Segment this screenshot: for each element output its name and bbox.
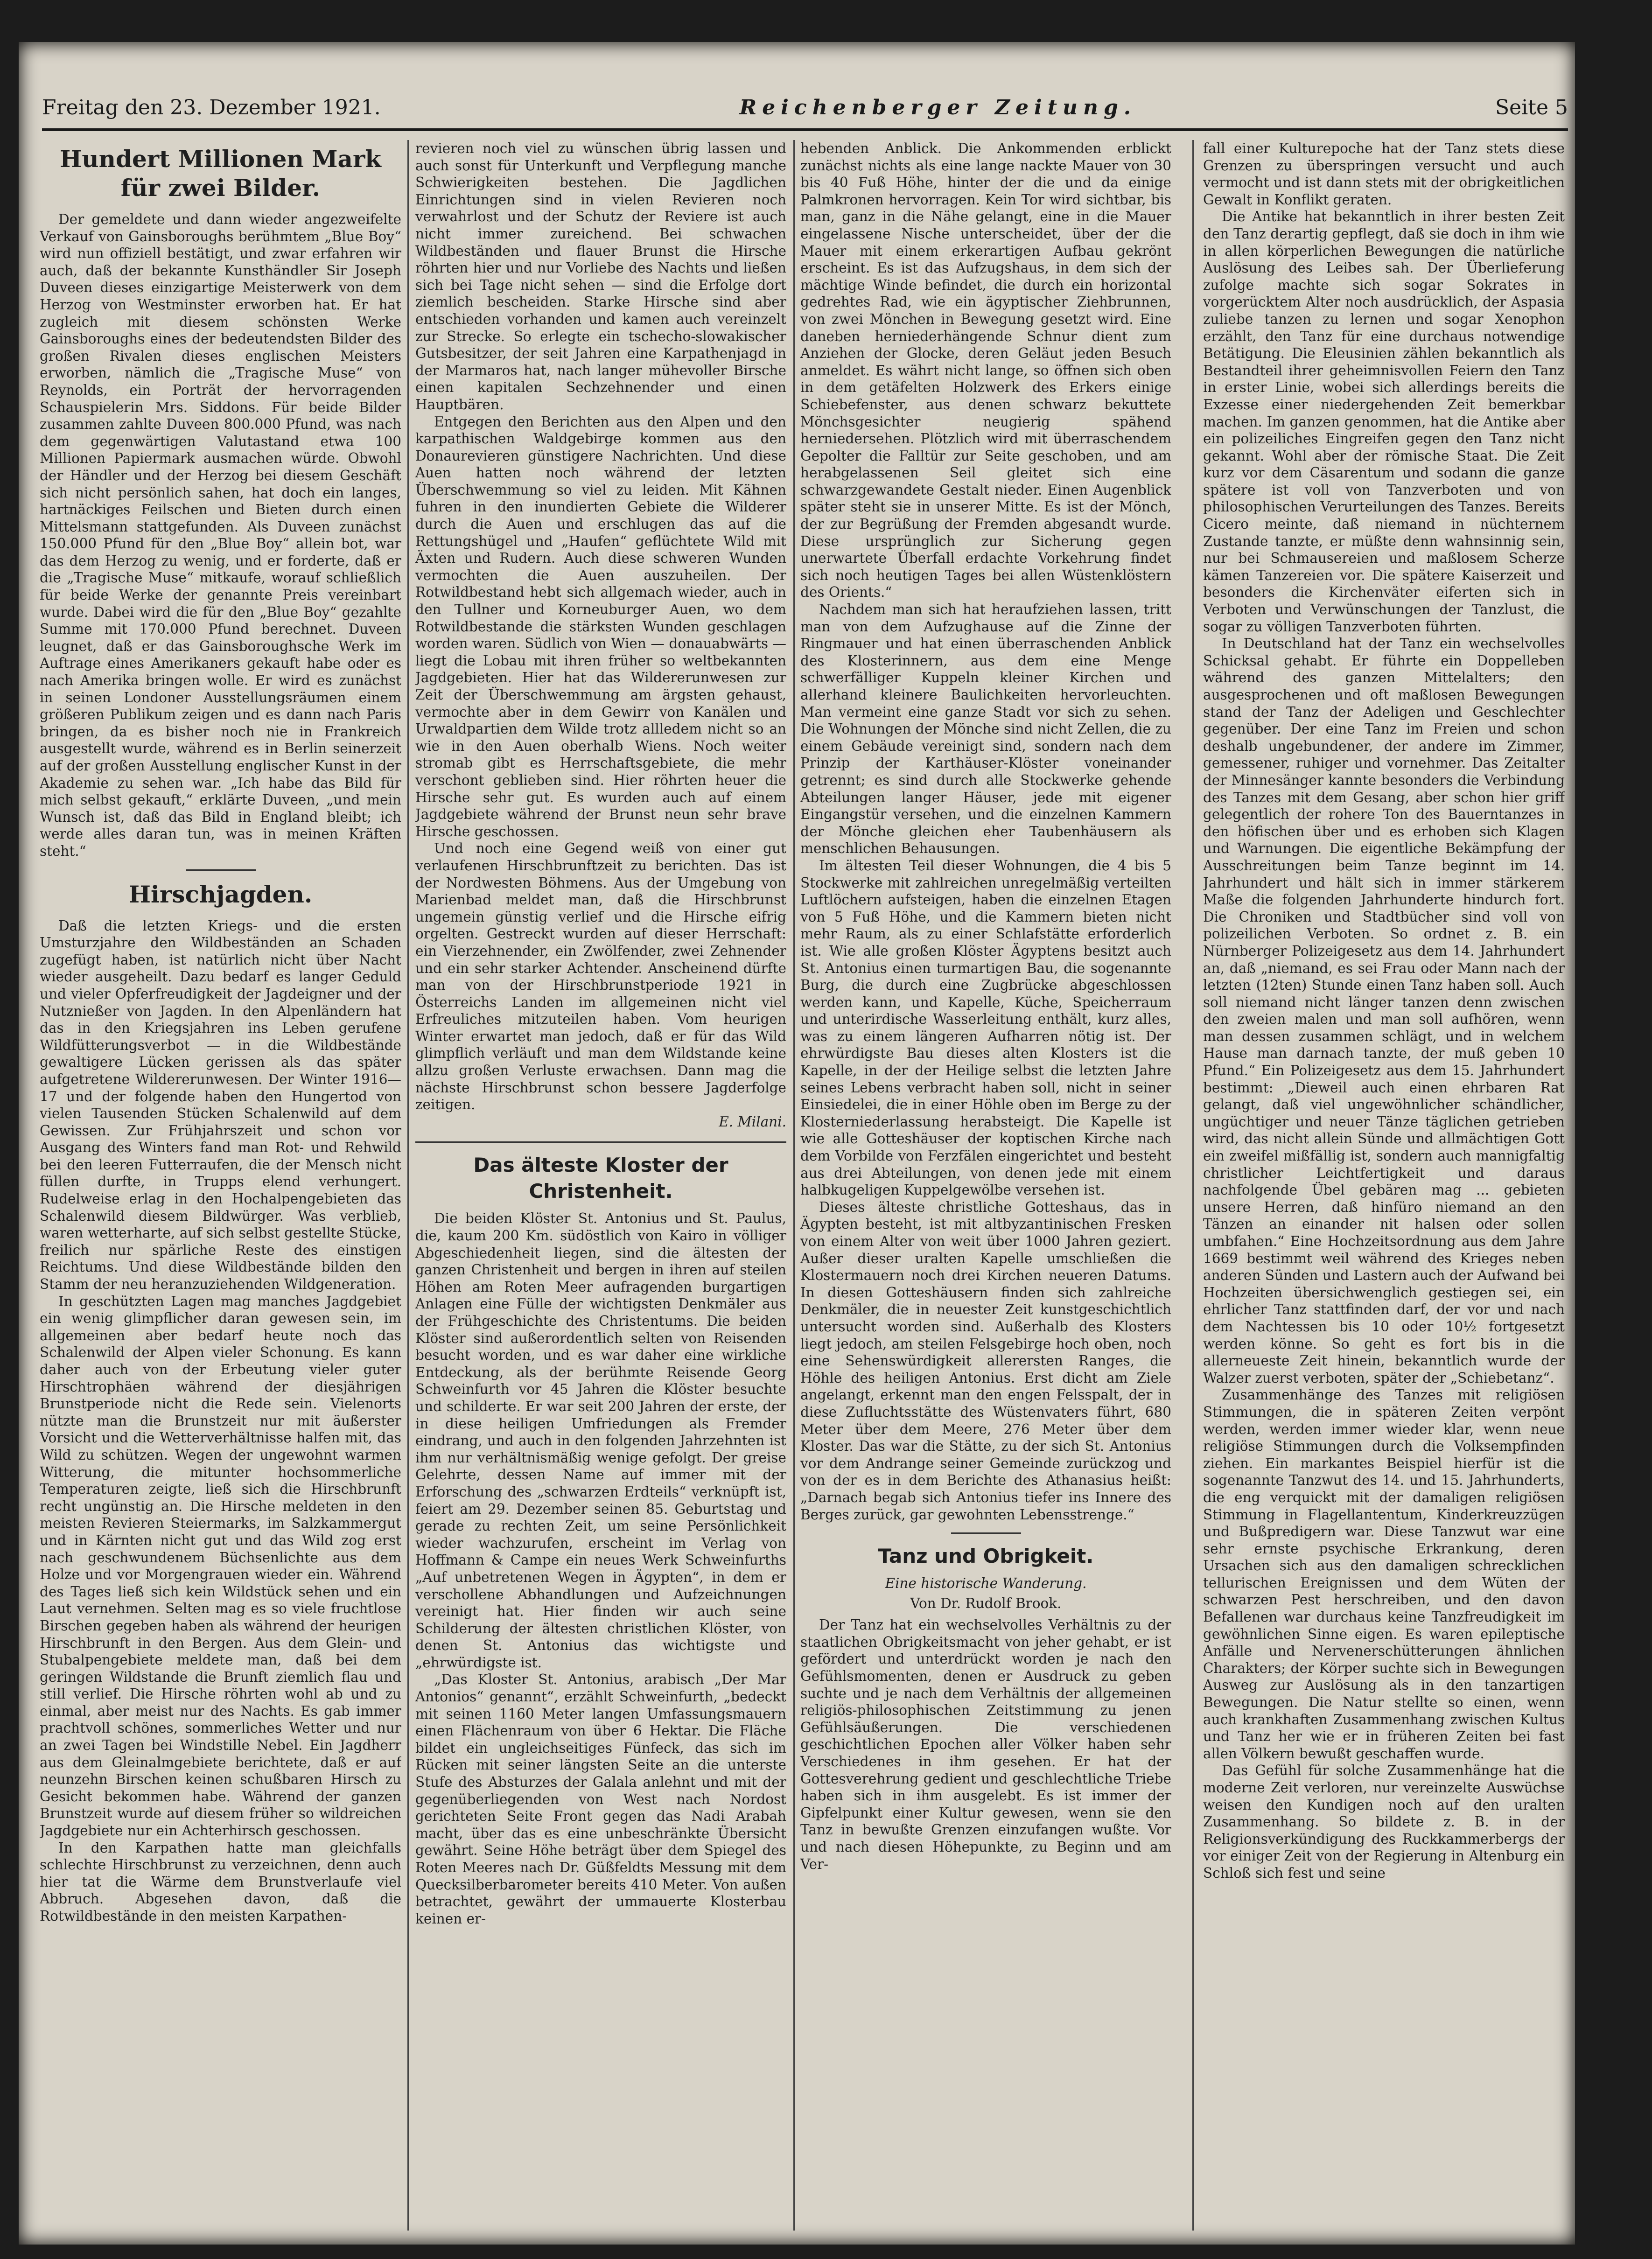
article-paragraph: fall einer Kulturepoche hat der Tanz stets diese Grenzen zu überspringen versucht und auch vermocht und ist dann stets mit der obrigkeitlichen Gewalt in Konflikt geraten. bbox=[1203, 140, 1565, 208]
article-title: Tanz und Obrigkeit. bbox=[878, 1545, 1094, 1568]
divider bbox=[415, 1141, 786, 1143]
issue-date: Freitag den 23. Dezember 1921. bbox=[42, 95, 381, 119]
column-4 bbox=[1203, 140, 1565, 2231]
column-separator bbox=[1192, 140, 1194, 2231]
article-subtitle: Eine historische Wanderung. bbox=[885, 1575, 1087, 1592]
article-paragraph: „Das Kloster St. Antonius, arabisch „Der Mar Antonios“ genannt“, erzählt Schweinfurth, „bedeckt mit seinen 1160 Meter langen Umfassungsmauern einen Flächenraum von über 6 Hektar. Die Fläche bildet ein ungleichseitiges Fünfeck, das sich im Rücken mit seiner längsten Seite an die unterste Stufe des Absturzes der Galala anlehnt und mit der gegenüberliegenden von West nach Nordost gerichteten Seite Front gegen das Nadi Arabah macht, über das es eine unbeschränkte Übersicht gewährt. Seine Höhe beträgt über dem Spiegel des Roten Meeres nach Dr. Güßfeldts Messung mit dem Quecksilberbarometer bereits 410 Meter. Von außen betrachtet, gewährt der ummauerte Klosterbau keinen er- bbox=[415, 1672, 786, 1927]
column-separator bbox=[407, 140, 409, 2231]
header-rule bbox=[42, 128, 1568, 131]
article-author: Von Dr. Rudolf Brook. bbox=[910, 1595, 1062, 1611]
article-paragraph: Dieses älteste christliche Gotteshaus, das in Ägypten besteht, ist mit altbyzantinischen Fresken von einem Alter von weit über 1000 Jahren geziert. Außer dieser uralten Kapelle umschließen die Klostermauern noch drei Kirchen neueren Datums. In diesen Gotteshäusern finden sich zahlreiche Denkmäler, die in neuester Zeit kunstgeschichtlich untersucht worden sind. Außerhalb des Klosters liegt jedoch, am steilen Felsgebirge hoch oben, noch eine Sehenswürdigkeit allerersten Ranges, die Höhle des heiligen Antonius. Erst dicht am Ziele angelangt, erkennt man den engen Felsspalt, der in diese Zufluchtsstätte des Wüstenvaters führt, 680 Meter über dem Meere, 276 Meter über dem Kloster. Das war die Stätte, zu der sich St. Antonius vor dem Andrange seiner Gemeinde zurückzog und von der es in dem Berichte des Athanasius heißt: „Darnach begab sich Antonius tiefer ins Innere des Berges zurück, gar gewohnten Lebensstrenge.“ bbox=[800, 1199, 1171, 1523]
article-paragraph: revieren noch viel zu wünschen übrig lassen und auch sonst für Unterkunft und Verpflegung manche Schwierigkeiten bestehen. Die Jagdlichen Einrichtungen sind in vielen Revieren noch verwahrlost und der Schutz der Reviere ist auch nicht immer zureichend. Bei schwachen Wildbeständen und flauer Brunst die Hirsche röhrten hier und nur Vorliebe des Nachts und ließen sich bei Tage nicht sehen — sind die Erfolge dort ziemlich bescheiden. Starke Hirsche sind aber entschieden vorhanden und kamen auch vereinzelt zur Strecke. So erlegte ein tschecho-slowakischer Gutsbesitzer, der seit Jahren eine Karpathenjagd in der Marmaros hat, nach langer mühevoller Birsche einen kapitalen Sechzehnender und einen Hauptbären. bbox=[415, 140, 786, 413]
article-title: Hundert Millionen Mark für zwei Bilder. bbox=[60, 145, 381, 202]
column-separator bbox=[793, 140, 795, 2231]
article-paragraph: hebenden Anblick. Die Ankommenden erblickt zunächst nichts als eine lange nackte Mauer von 30 bis 40 Fuß Höhe, hinter der die und da einige Palmkronen hervorragen. Kein Tor wird sichtbar, bis man, ganz in die Nähe gelangt, eine in die Mauer eingelassene Nische unterscheidet, über der die Mauer mit einem erkerartigen Aufbau gekrönt erscheint. Es ist das Aufzugshaus, in dem sich der mächtige Winde befindet, die durch ein horizontal gedrehtes Rad, wie ein ägyptischer Ziehbrunnen, von zwei Mönchen in Bewegung gesetzt wird. Eine daneben herniederhängende Schnur dient zum Anziehen der Glocke, deren Geläut jeden Besuch anmeldet. Es währt nicht lange, so öffnen sich oben in dem getäfelten Holzwerk des Erkers einige Schiebefenster, aus denen schwarz bekuttete Mönchsgesichter neugierig spähend herniedersehen. Plötzlich wird mit überraschendem Gepolter die Falltür zur Seite geschoben, und am herabgelassenen Seil gleitet sich eine schwarzgewandete Gestalt nieder. Einen Augenblick später steht sie in unserer Mitte. Es ist der Mönch, der zur Begrüßung der Fremden abgesandt wurde. Diese ursprünglich zur Sicherung gegen unerwartete Überfall erdachte Vorkehrung findet sich noch heutigen Tages bei allen Wüstenklöstern des Orients.“ bbox=[800, 140, 1171, 601]
article-paragraph: Und noch eine Gegend weiß von einer gut verlaufenen Hirschbrunftzeit zu berichten. Das ist der Nordwesten Böhmens. Aus der Umgebung von Marienbad meldet man, daß die Hirschbrunst ungemein günstig verlief und die Hirsche eifrig orgelten. Gestreckt wurden auf dieser Herrschaft: ein Vierzehnender, ein Zwölfender, zwei Zehnender und ein sehr starker Achtender. Anscheinend dürfte man von der Hirschbrunstperiode 1921 in Österreichs Landen im allgemeinen nicht viel Erfreuliches mitzuteilen haben. Vom heurigen Winter erwartet man jedoch, daß er für das Wild glimpflich verläuft und man dem Wildstande keine allzu großen Verluste erwachsen. Dann mag die nächste Hirschbrunst schon bessere Jagderfolge zeitigen. bbox=[415, 840, 786, 1113]
article-title: Das älteste Kloster der Christenheit. bbox=[473, 1154, 728, 1203]
article-paragraph: Nachdem man sich hat heraufziehen lassen, tritt man von dem Aufzughause auf die Zinne der Ringmauer und hat einen überraschenden Anblick des Klosterinnern, aus dem eine Menge schwerfälliger Kuppeln kleiner Kirchen und allerhand kleinere Baulichkeiten hervorleuchten. Man vermeint eine ganze Stadt vor sich zu sehen. Die Wohnungen der Mönche sind nicht Zellen, die zu einem Gebäude vereinigt sind, sondern nach dem Prinzip der Karthäuser-Klöster voneinander getrennt; es sind durch alle Stockwerke gehende Abteilungen langer Häuser, jede mit eigener Eingangstür versehen, und die einzelnen Kammern der Mönche gleichen eher Taubenhäusern als menschlichen Behausungen. bbox=[800, 601, 1171, 857]
article-paragraph: Zusammenhänge des Tanzes mit religiösen Stimmungen, die in späteren Zeiten verpönt werden, werden immer wieder klar, wenn neue religiöse Stimmungen durch die Volksempfinden ziehen. Ein markantes Beispiel hierfür ist die sogenannte Tanzwut des 14. und 15. Jahrhunderts, die eng verquickt mit der damaligen religiösen Stimmung in Flagellantentum, Kinderkreuzzügen und Bußpredigern war. Diese Tanzwut war eine sehr ernste psychische Erkrankung, deren Ursachen sich aus den damaligen schrecklichen tellurischen Ereignissen und dem Wüten der schwarzen Pest herschreiben, und den davon Befallenen war durchaus keine Tanzfreudigkeit im gewöhnlichen Sinne eigen. Es waren epileptische Anfälle und Nervenerschütterungen ähnlichen Charakters; der Körper suchte sich in Bewegungen Ausweg zur Auslösung als in den tanzartigen Bewegungen. Die Natur stellte so einen, wenn auch krankhaften Zusammenhang zwischen Kultus und Tanz her wie er in früheren Zeiten bei fast allen Völkern bewußt geschaffen wurde. bbox=[1203, 1387, 1565, 1762]
article-paragraph: In geschützten Lagen mag manches Jagdgebiet ein wenig glimpflicher daran gewesen sein, im allgemeinen aber bedarf heute noch das Schalenwild der Alpen vieler Schonung. Es kann daher auch von der Erbeutung vieler guter Hirschtrophäen während der diesjährigen Brunstperiode nicht die Rede sein. Vielenorts nützte man die Brunstzeit nur mit äußerster Vorsicht und die Wetterverhältnisse halfen mit, das Wild zu schützen. Wegen der ungewohnt warmen Witterung, die mitunter hochsommerliche Temperaturen zeigte, ließ sich die Hirschbrunft recht ungünstig an. Die Hirsche meldeten in den meisten Revieren Steiermarks, im Salzkammergut und in Kärnten nicht gut und das Wild zog erst nach geschwundenem Büchsenlichte aus dem Holze und vor Morgengrauen wieder ein. Während des Tages ließ sich kein Wildstück sehen und ein Laut vernehmen. Selten mag es so viele fruchtlose Birschen gegeben haben als während der heurigen Hirschbrunft in den Bergen. Aus dem Glein- und Stubalpengebiete meldete man, daß bei dem geringen Wildstande die Brunft ziemlich flau und still verlief. Die Hirsche röhrten wohl ab und zu einmal, aber meist nur des Nachts. Es gab immer prachtvoll schönes, sommerliches Wetter und nur an zwei Tagen bei Windstille Nebel. Ein Jagdherr aus dem Gleinalmgebiete berichtete, daß er auf neunzehn Birschen keinen schußbaren Hirsch zu Gesicht bekommen habe. Während der ganzen Brunstzeit wurde auf diesem früher so wildreichen Jagdgebiete nur ein Achterhirsch geschossen. bbox=[40, 1293, 401, 1839]
divider bbox=[951, 1532, 1021, 1534]
article-paragraph: Das Gefühl für solche Zusammenhänge hat die moderne Zeit verloren, nur vereinzelte Auswüchse weisen den Kundigen noch auf den uralten Zusammenhang. So bildete z. B. in der Religionsverkündigung des Ruckkammerbergs der vor einiger Zeit von der Regierung in Altenburg ein Schloß sich fest und seine bbox=[1203, 1762, 1565, 1881]
column-2 bbox=[415, 140, 786, 2231]
article-title: Hirschjagden. bbox=[128, 880, 313, 908]
author-signature: E. Milani. bbox=[719, 1113, 786, 1130]
article-paragraph: Der Tanz hat ein wechselvolles Verhältnis zu der staatlichen Obrigkeitsmacht von jeher gehabt, er ist gefördert und unterdrückt worden je nach den Gefühlsmomenten, denen er Ausdruck zu geben suchte und je nach dem Verhältnis der allgemeinen religiös-philosophischen Zeitstimmung zu jenen Gefühlsäußerungen. Die verschiedenen geschichtlichen Epochen aller Völker haben sehr Verschiedenes in ihm gesehen. Er hat der Gottesverehrung gedient und geschlechtliche Triebe haben sich in ihm ausgelebt. Es ist immer der Gipfelpunkt einer Kultur gewesen, wenn sie den Tanz in bewußte Grenzen einzufangen wußte. Vor und nach diesen Höhepunkte, zu Beginn und am Ver- bbox=[800, 1617, 1171, 1872]
page-header bbox=[42, 91, 1568, 124]
article-paragraph: Die Antike hat bekanntlich in ihrer besten Zeit den Tanz derartig gepflegt, daß sie doch in ihm wie in allen körperlichen Bewegungen die natürliche Auslösung des Leibes sah. Der Überlieferung zufolge machte sich sogar Sokrates in vorgerücktem Alter noch ausdrücklich, der Aspasia zuliebe tanzen zu lernen und sogar Xenophon erzählt, den Tanz für eine durchaus notwendige Betätigung. Die Eleusinien zählen bekanntlich als Bestandteil ihrer geheimnisvollen Feiern den Tanz in erster Linie, wobei sich allerdings bereits die Exzesse einer niedergehenden Zeit bemerkbar machen. Im ganzen genommen, hat die Antike aber ein polizeiliches Eingreifen gegen den Tanz nicht gekannt. Wohl aber der römische Staat. Die Zeit kurz vor dem Cäsarentum und sodann die ganze spätere ist voll von Tanzverboten und von philosophischen Verurteilungen des Tanzes. Bereits Cicero meinte, daß niemand in nüchternem Zustande tanzte, er müßte denn wahnsinnig sein, nur bei Schmausereien und maßlosem Scherze kämen Tanzereien vor. Die spätere Kaiserzeit und besonders die Kirchenväter eiferten sich in Verboten und Verwünschungen der Tanzlust, die sogar zu völligen Tanzverboten führten. bbox=[1203, 209, 1565, 635]
article-paragraph: Der gemeldete und dann wieder angezweifelte Verkauf von Gainsboroughs berühmtem „Blue Boy“ wird nun offiziell bestätigt, und zwar erfahren wir auch, daß der bekannte Kunsthändler Sir Joseph Duveen dieses einzigartige Meisterwerk von dem Herzog von Westminster erworben hat. Er hat zugleich mit diesem schönsten Werke Gainsboroughs eines der bedeutendsten Bilder des großen Rivalen dieses englischen Meisters erworben, nämlich die „Tragische Muse“ von Reynolds, ein Porträt der hervorragenden Schauspielerin Mrs. Siddons. Für beide Bilder zusammen zahlte Duveen 800.000 Pfund, was nach dem gegenwärtigen Valutastand etwa 100 Millionen Papiermark ausmachen würde. Obwohl der Händler und der Herzog bei diesem Geschäft sich nicht persönlich sahen, hat doch ein langes, hartnäckiges Feilschen und Bieten durch einen Mittelsmann stattgefunden. Als Duveen zunächst 150.000 Pfund für den „Blue Boy“ allein bot, war das dem Herzog zu wenig, und er forderte, daß er die „Tragische Muse“ mitkaufe, worauf schließlich für beide Werke der genannte Preis vereinbart wurde. Dabei wird die für den „Blue Boy“ gezahlte Summe mit 170.000 Pfund berechnet. Duveen leugnet, daß er das Gainsboroughsche Werk im Auftrage eines Amerikaners gekauft habe oder es nach Amerika bringen wolle. Er wird es zunächst in seinen Londoner Ausstellungsräumen einem größeren Publikum zeigen und es dann nach Paris bringen, da es bisher noch nie in Frankreich ausgestellt wurde, während es in Berlin seinerzeit auf der großen Ausstellung englischer Kunst in der Akademie zu sehen war. „Ich habe das Bild für mich selbst gekauft,“ erklärte Duveen, „und mein Wunsch ist, daß das Bild in England bleibt; ich werde alles daran tun, was in meinen Kräften steht.“ bbox=[40, 211, 401, 859]
column-1 bbox=[40, 140, 401, 2231]
article-paragraph: Daß die letzten Kriegs- und die ersten Umsturzjahre den Wildbeständen an Schaden zugefügt haben, ist natürlich nicht über Nacht wieder ausgeheilt. Dazu bedarf es langer Geduld und vieler Opferfreudigkeit der Jagdeigner und der Nutznießer von Jagden. In den Alpenländern hat das in den Kriegsjahren ins Leben gerufene Wildfütterungsverbot — in die Wildbestände gewaltigere Lücken gerissen als das später aufgetretene Wildererunwesen. Der Winter 1916—17 und der folgende haben den Hungertod von vielen Tausenden Stücken Schalenwild auf dem Gewissen. Zur Frühjahrszeit und schon vor Ausgang des Winters fand man Rot- und Rehwild bei den leeren Futterraufen, die der Mensch nicht füllen durfte, in Trupps elend verhungert. Rudelweise erlag in den Hochalpengebieten das Schalenwild diesem Bildwürger. Was verblieb, waren wetterharte, auf sich selbst gestellte Stücke, freilich nur spärliche Reste des einstigen Reichtums. Und diese Wildbestände bilden den Stamm der neu heranzuziehenden Wildgeneration. bbox=[40, 917, 401, 1293]
article-paragraph: Entgegen den Berichten aus den Alpen und den karpathischen Waldgebirge kommen aus den Donaurevieren günstigere Nachrichten. Und diese Auen hatten noch während der letzten Überschwemmung so viel zu leiden. Mit Kähnen fuhren in den inundierten Gebiete die Wilderer durch die Auen und erschlugen das auf die Rettungshügel und „Haufen“ geflüchtete Wild mit Äxten und Rudern. Auch diese schweren Wunden vermochten die Auen auszuheilen. Der Rotwildbestand hebt sich allgemach wieder, auch in den Tullner und Korneuburger Auen, wo dem Rotwildbestande die stärksten Wunden geschlagen worden waren. Südlich von Wien — donauabwärts — liegt die Lobau mit ihren früher so weltbekannten Jagdgebieten. Hier hat das Wildererunwesen zur Zeit der Überschwemmung am ärgsten gehaust, vermochte aber in dem Gewirr von Kanälen und Urwaldpartien dem Wilde trotz allledem nicht so an wie in den Auen oberhalb Wiens. Noch weiter stromab gibt es Herrschaftsgebiete, die mehr verschont geblieben sind. Hier röhrten heuer die Hirsche sehr gut. Es wurden auch auf einem Jagdgebiete während der Brunst neun sehr brave Hirsche geschossen. bbox=[415, 413, 786, 839]
divider bbox=[186, 869, 256, 871]
article-paragraph: In den Karpathen hatte man gleichfalls schlechte Hirschbrunst zu verzeichnen, denn auch hier tat die Wärme dem Brunstverlaufe viel Abbruch. Abgesehen davon, daß die Rotwildbestände in den meisten Karpathen- bbox=[40, 1839, 401, 1924]
article-paragraph: Die beiden Klöster St. Antonius und St. Paulus, die, kaum 200 Km. südöstlich von Kairo in völliger Abgeschiedenheit liegen, sind die ältesten der ganzen Christenheit und bergen in ihren auf steilen Höhen am Roten Meer aufragenden burgartigen Anlagen eine Fülle der wichtigsten Denkmäler aus der Frühgeschichte des Christentums. Die beiden Klöster sind außerordentlich selten von Reisenden besucht worden, und es war daher eine wirkliche Entdeckung, als der berühmte Reisende Georg Schweinfurth vor 45 Jahren die Klöster besuchte und schilderte. Er war seit 200 Jahren der erste, der in diese heiligen Umfriedungen als Fremder eindrang, und auch in den folgenden Jahrzehnten ist ihm nur verhältnismäßig wenige gefolgt. Der greise Gelehrte, dessen Name auf immer mit der Erforschung des „schwarzen Erdteils“ verknüpft ist, feiert am 29. Dezember seinen 85. Geburtstag und gerade zu rechten Zeit, um seine Persönlichkeit wieder wachzurufen, erscheint im Verlag von Hoffmann & Campe ein neues Werk Schweinfurths „Auf unbetretenen Wegen in Ägypten“, in dem er verschollene Abhandlungen und Aufzeichnungen vereinigt hat. Hier finden wir auch seine Schilderung der ältesten christlichen Klöster, von denen St. Antonius das wichtigste und „ehrwürdigste ist. bbox=[415, 1210, 786, 1671]
newspaper-name: Reichenberger Zeitung. bbox=[739, 95, 1137, 119]
article-paragraph: Im ältesten Teil dieser Wohnungen, die 4 bis 5 Stockwerke mit zahlreichen unregelmäßig verteilten Luftlöchern aufsteigen, haben die einzelnen Etagen von 5 Fuß Höhe, und die Kammern bieten nicht mehr Raum, als zu einer Schlafstätte erforderlich ist. Wie alle großen Klöster Ägyptens besitzt auch St. Antonius einen turmartigen Bau, die sogenannte Burg, die durch eine Zugbrücke abgeschlossen werden kann, und Kapelle, Küche, Speicherraum und unterirdische Wasserleitung enthält, kurz alles, was zu einem längeren Aufharren nötig ist. Der ehrwürdigste Bau dieses alten Klosters ist die Kapelle, in der der Heilige selbst die letzten Jahre seines Lebens verbracht haben soll, nicht in seiner Einsiedelei, die in einer Höhle oben im Berge zu der Klosterniederlassung herabsteigt. Die Kapelle ist wie alle Gotteshäuser der koptischen Kirche nach dem Vorbilde von Ferzfälen eingerichtet und besteht aus drei Abteilungen, von denen jede mit einem halbkugeligen Kuppelgewölbe versehen ist. bbox=[800, 857, 1171, 1198]
article-paragraph: In Deutschland hat der Tanz ein wechselvolles Schicksal gehabt. Er führte ein Doppelleben während des ganzen Mittelalters; den ausgesprochenen und oft maßlosen Bewegungen stand der Tanz der Adeligen und Geschlechter gegenüber. Der eine Tanz im Freien und schon deshalb ungebundener, der andere im Zimmer, gemessener, ruhiger und vornehmer. Das Zeitalter der Minnesänger kannte besonders die Verbindung des Tanzes mit dem Gesang, aber schon hier griff gelegentlich der rohere Ton des Bauerntanzes in den höfischen über und es erhoben sich Klagen und Warnungen. Die eigentliche Bekämpfung der Ausschreitungen beim Tanze beginnt im 14. Jahrhundert und hält sich in immer stärkerem Maße die folgenden Jahrhunderte hindurch fort. Die Chroniken und Stadtbücher sind voll von polizeilichen Verboten. So ordnet z. B. ein Nürnberger Polizeigesetz aus dem 14. Jahrhundert an, daß „niemand, es sei Frau oder Mann nach der letzten (12ten) Stunde einen Tanz haben soll. Auch soll niemand nicht länger tanzen denn zwischen den zweien malen und man soll aufhören, wenn man dessen zusammen schlägt, und in welchem Hause man darnach tanzte, der muß geben 10 Pfund.“ Ein Polizeigesetz aus dem 15. Jahrhundert bestimmt: „Dieweil auch einen ehrbaren Rat gelangt, daß viel ungewöhnlicher schändlicher, ungüchtiger und neuer Tänze täglichen getrieben wird, das nicht allein Sünde und allmächtigen Gott ein zweifel mißfällig ist, sondern auch mannigfaltig christlicher Leichtfertigkeit und daraus nachfolgende Übel gebären mag ... gebieten unsere Herren, daß hinfüro niemand an den Tänzen an einander nit halsen oder sollen umbfahen.“ Eine Hochzeitsordnung aus dem Jahre 1669 bestimmt weil während des Krieges neben anderen Sünden und Lastern auch der Aufwand bei Hochzeiten übersichwenglich gestiegen sei, ein ehrlicher Tanz stattfinden darf, der vor und nach dem Nachtessen bis 10 oder 10½ fortgesetzt werden könne. So geht es fort bis in die allerneueste Zeit hinein, bekanntlich wurde der Walzer zuerst verboten, später der „Schiebetanz“. bbox=[1203, 636, 1565, 1386]
column-3 bbox=[800, 140, 1171, 2231]
page-number: Seite 5 bbox=[1495, 95, 1568, 119]
